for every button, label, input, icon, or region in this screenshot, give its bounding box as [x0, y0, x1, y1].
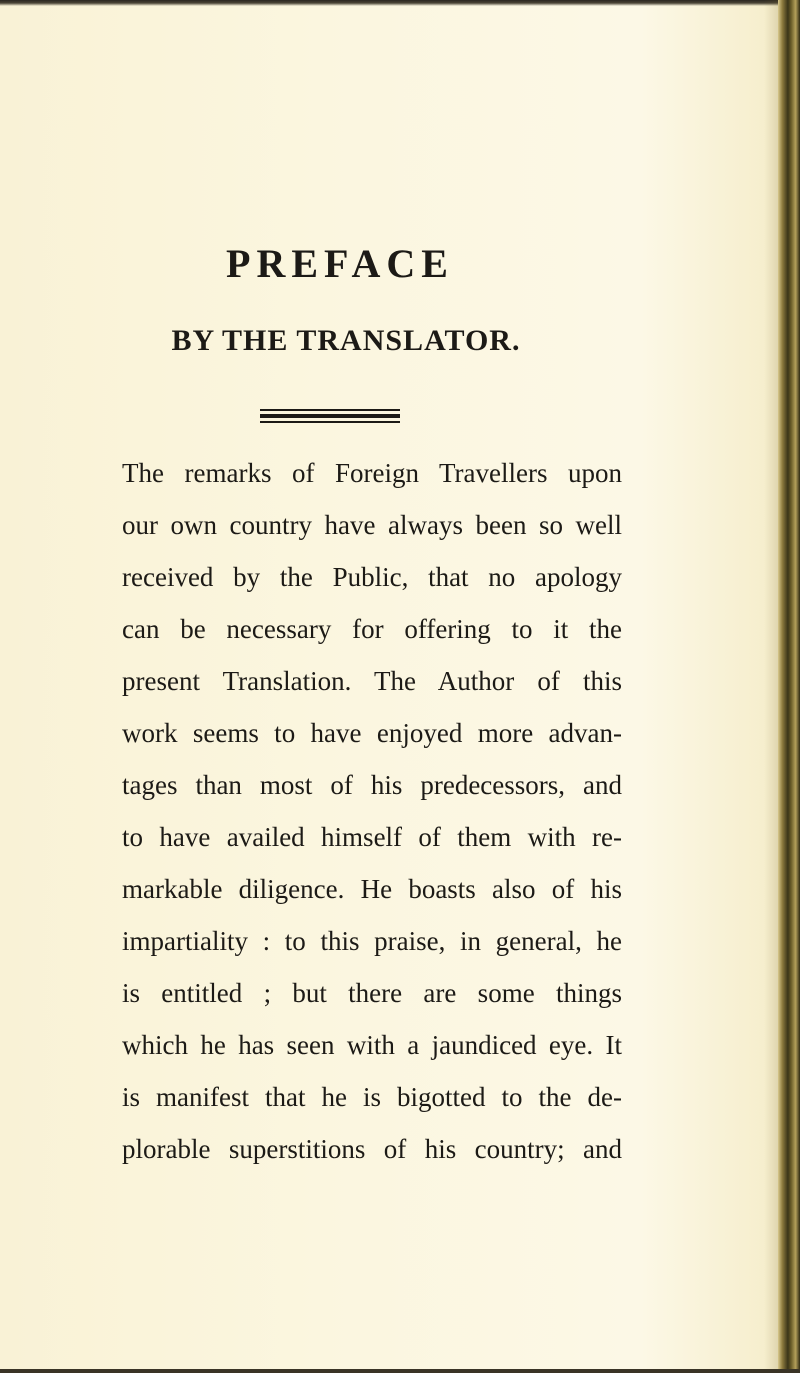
- body-paragraph: [122, 447, 622, 1175]
- page-top-edge: [0, 0, 800, 6]
- body-line: present Translation. The Author of this: [122, 666, 622, 696]
- body-line: impartiality : to this praise, in general, he: [122, 926, 622, 956]
- divider-rule-thin-top: [260, 409, 400, 411]
- divider-rule-thick: [260, 414, 400, 418]
- body-line: can be necessary for offering to it the: [122, 614, 622, 644]
- divider-rule-thin-bottom: [260, 421, 400, 423]
- body-line: received by the Public, that no apology: [122, 562, 622, 592]
- page-title: PREFACE: [226, 241, 454, 286]
- body-line: which he has seen with a jaundiced eye. It: [122, 1030, 622, 1060]
- body-line: work seems to have enjoyed more advan-: [122, 718, 622, 748]
- page-subtitle: BY THE TRANSLATOR.: [171, 324, 521, 357]
- book-spine-edge: [778, 0, 800, 1373]
- body-line: tages than most of his predecessors, and: [122, 770, 622, 800]
- body-line: is entitled ; but there are some things: [122, 978, 622, 1008]
- page-gutter-shadow: [764, 0, 778, 1373]
- body-line: to have availed himself of them with re-: [122, 822, 622, 852]
- body-line: our own country have always been so well: [122, 510, 622, 540]
- body-line: The remarks of Foreign Travellers upon: [122, 458, 622, 488]
- body-line: is manifest that he is bigotted to the de-: [122, 1082, 622, 1112]
- body-line: plorable superstitions of his country; and: [122, 1134, 622, 1164]
- page-bottom-edge: [0, 1369, 800, 1373]
- body-line: markable diligence. He boasts also of his: [122, 874, 622, 904]
